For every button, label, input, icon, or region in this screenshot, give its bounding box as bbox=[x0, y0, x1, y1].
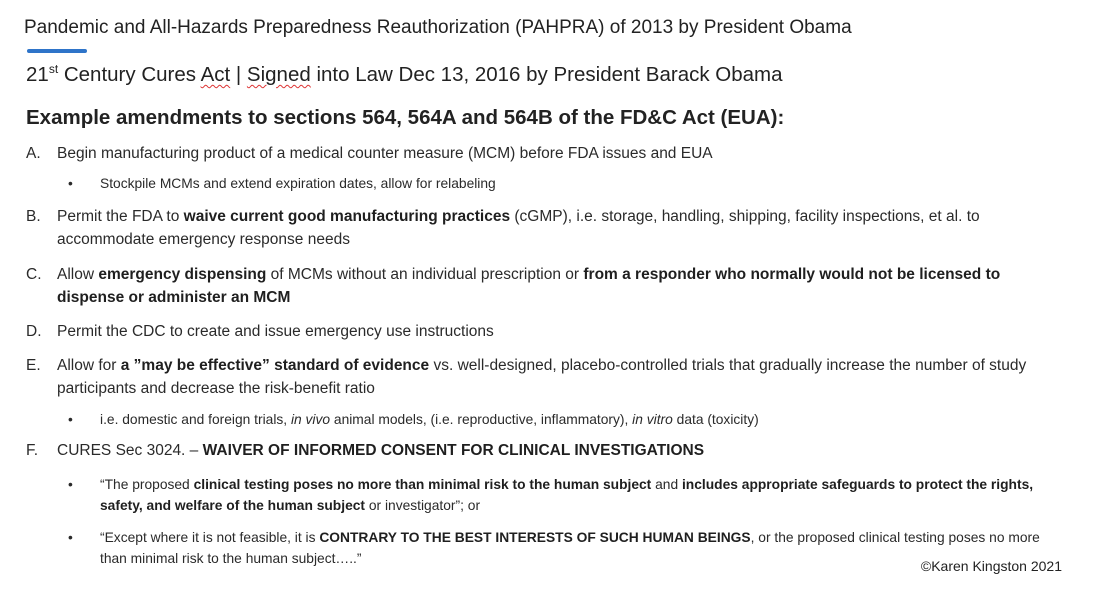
subtitle bbox=[26, 62, 783, 87]
sub-item-f-2 bbox=[68, 527, 1068, 569]
bullet: • bbox=[68, 530, 73, 545]
text-run: Permit the CDC to create and issue emergency use instructions bbox=[57, 323, 494, 340]
copyright-notice: ©Karen Kingston 2021 bbox=[920, 558, 1062, 574]
item-text bbox=[57, 205, 1066, 251]
subtitle-part: Century Cures bbox=[58, 63, 201, 86]
list-item-d bbox=[26, 320, 1066, 343]
text-run: Allow for bbox=[57, 357, 121, 374]
item-text bbox=[57, 439, 1066, 462]
text-run: and bbox=[651, 477, 682, 492]
item-letter: C. bbox=[26, 266, 42, 283]
text-run: animal models, (i.e. reproductive, inflammatory), bbox=[330, 412, 633, 427]
subtitle-part: into Law Dec 13, 2016 by President Barack Obama bbox=[310, 63, 783, 86]
sub-item-e bbox=[68, 409, 1068, 430]
item-text bbox=[57, 142, 1066, 165]
bold-run: emergency dispensing bbox=[98, 266, 267, 283]
list-item-f bbox=[26, 439, 1066, 462]
subtitle-part: 21 bbox=[26, 63, 49, 86]
bullet: • bbox=[68, 477, 73, 492]
bullet: • bbox=[68, 176, 73, 191]
sub-item-f-1 bbox=[68, 474, 1068, 516]
italic-run: in vivo bbox=[290, 412, 331, 427]
text-run: or investigator”; or bbox=[365, 498, 481, 513]
list-item-c bbox=[26, 263, 1066, 309]
item-text bbox=[57, 320, 1066, 343]
text-run: of MCMs without an individual prescription or bbox=[266, 266, 584, 283]
text-run: vs. well-designed, placebo-controlled trials that gradually increase the number of study participants and decrease the risk-benefit ratio bbox=[57, 357, 1027, 397]
header-title: Pandemic and All-Hazards Preparedness Reauthorization (PAHPRA) of 2013 by President Obama bbox=[24, 17, 852, 38]
text-run: Allow bbox=[57, 266, 99, 283]
accent-bar bbox=[27, 49, 87, 53]
list-item-a bbox=[26, 142, 1066, 165]
bold-run: waive current good manufacturing practices bbox=[183, 208, 511, 225]
text-run: CURES Sec 3024. – bbox=[57, 442, 203, 459]
list-item-e bbox=[26, 354, 1066, 400]
text-run: Permit the FDA to bbox=[57, 208, 184, 225]
item-letter: F. bbox=[26, 442, 39, 459]
text-run: “The proposed bbox=[100, 477, 194, 492]
text-run: “Except where it is not feasible, it is bbox=[100, 530, 320, 545]
section-title: Example amendments to sections 564, 564A and 564B of the FD&C Act (EUA): bbox=[26, 106, 785, 129]
list-item-b bbox=[26, 205, 1066, 251]
sub-item-text bbox=[100, 409, 1068, 430]
subtitle-signed-word: Signed bbox=[246, 63, 311, 86]
text-run: Begin manufacturing product of a medical counter measure (MCM) before FDA issues and EUA bbox=[57, 145, 713, 162]
sub-item-a bbox=[68, 173, 1068, 194]
italic-run: in vitro bbox=[632, 412, 673, 427]
bullet: • bbox=[68, 412, 73, 427]
sub-item-text bbox=[100, 474, 1068, 516]
text-run: data (toxicity) bbox=[672, 412, 759, 427]
item-letter: B. bbox=[26, 208, 41, 225]
text-run: i.e. domestic and foreign trials, bbox=[100, 412, 291, 427]
item-text bbox=[57, 263, 1066, 309]
text-run: (cGMP), i.e. storage, handling, shipping, facility inspections, et al. to accommodate emergency response needs bbox=[57, 208, 980, 248]
bold-run: includes appropriate safeguards to protect the rights, safety, and welfare of the human subject bbox=[100, 477, 1034, 513]
bold-run: WAIVER OF INFORMED CONSENT FOR CLINICAL INVESTIGATIONS bbox=[202, 442, 705, 459]
bold-run: CONTRARY TO THE BEST INTERESTS OF SUCH HUMAN BEINGS bbox=[319, 530, 751, 545]
bold-run: a ”may be effective” standard of evidence bbox=[120, 357, 430, 374]
sub-item-text: Stockpile MCMs and extend expiration dates, allow for relabeling bbox=[100, 176, 496, 191]
subtitle-act-word: Act bbox=[200, 63, 231, 86]
item-letter: A. bbox=[26, 145, 41, 162]
item-text bbox=[57, 354, 1066, 400]
item-letter: D. bbox=[26, 323, 42, 340]
subtitle-superscript: st bbox=[48, 62, 59, 76]
item-letter: E. bbox=[26, 357, 41, 374]
bold-run: clinical testing poses no more than minimal risk to the human subject bbox=[193, 477, 652, 492]
text-run: , or the proposed clinical testing poses no more than minimal risk to the human subject…..” bbox=[100, 530, 1040, 566]
bold-run: from a responder who normally would not be licensed to dispense or administer an MCM bbox=[57, 266, 1001, 306]
subtitle-part: | bbox=[230, 63, 247, 86]
